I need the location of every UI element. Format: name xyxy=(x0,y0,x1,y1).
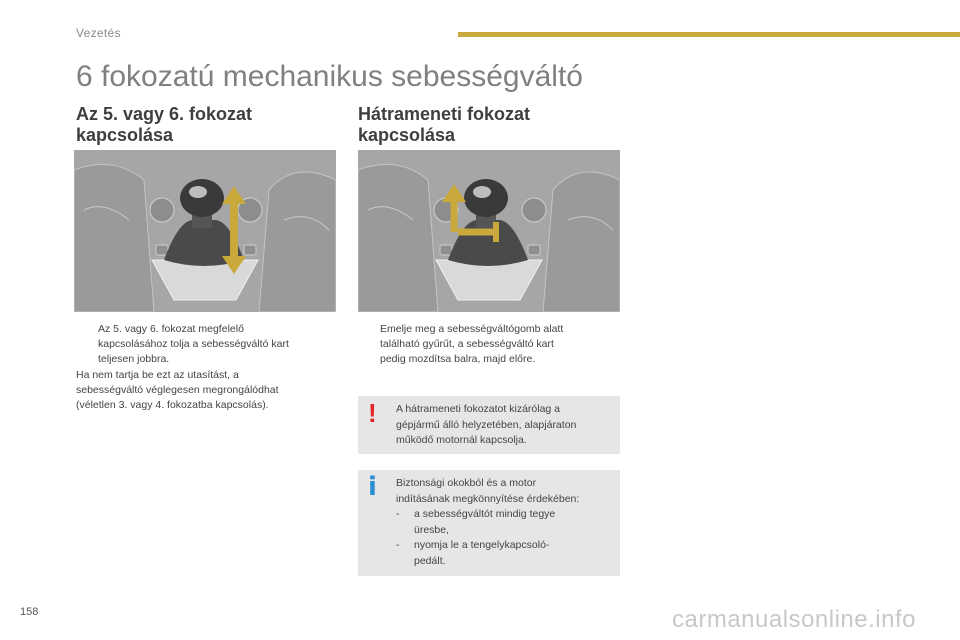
gear-shift-forward-image xyxy=(74,150,336,312)
right-bullet-line: található gyűrűt, a sebességváltó kart xyxy=(380,338,554,350)
warning-line: működő motornál kapcsolja. xyxy=(396,434,527,446)
left-bullet-line: Az 5. vagy 6. fokozat megfelelő xyxy=(98,323,244,335)
section-name: Vezetés xyxy=(76,26,121,40)
left-bullet xyxy=(76,322,338,367)
info-text xyxy=(396,476,616,569)
right-heading-line-1: Hátrameneti fokozat xyxy=(358,104,531,124)
info-list-item xyxy=(396,507,616,538)
right-heading xyxy=(358,104,530,146)
info-notice xyxy=(358,470,620,576)
dash-mark: - xyxy=(396,508,400,520)
warning-notice xyxy=(358,396,620,454)
left-heading-line-2: kapcsolása xyxy=(76,125,174,145)
info-i-icon: i xyxy=(368,472,377,502)
dash-mark: - xyxy=(396,539,400,551)
warning-text xyxy=(396,402,616,449)
right-bullet-line: pedig mozdítsa balra, majd előre. xyxy=(380,353,536,365)
header-accent-bar xyxy=(458,32,960,37)
info-item-line: pedált. xyxy=(414,554,446,567)
left-bullet-line: kapcsolásához tolja a sebességváltó kart xyxy=(98,338,289,350)
info-intro-line: Biztonsági okokból és a motor xyxy=(396,477,537,489)
warning-line: A hátrameneti fokozatot kizárólag a xyxy=(396,403,561,415)
warning-exclamation-icon: ! xyxy=(368,398,377,428)
left-bullet-line: teljesen jobbra. xyxy=(98,353,170,365)
gear-shift-forward-right-icon xyxy=(74,150,336,312)
info-item-line: nyomja le a tengelykapcsoló- xyxy=(414,539,550,551)
left-paragraph-line: Ha nem tartja be ezt az utasítást, a xyxy=(76,369,239,381)
gear-shift-reverse-image xyxy=(358,150,620,312)
info-item-line: üresbe, xyxy=(414,523,450,536)
info-list-item xyxy=(396,538,616,569)
info-item-line: a sebességváltót mindig tegye xyxy=(414,508,556,520)
right-bullet-line: Emelje meg a sebességváltógomb alatt xyxy=(380,323,564,335)
watermark: carmanualsonline.info xyxy=(672,606,916,633)
warning-line: gépjármű álló helyzetében, alapjáraton xyxy=(396,418,577,431)
left-paragraph-line: (véletlen 3. vagy 4. fokozatba kapcsolás). xyxy=(76,399,269,411)
left-heading xyxy=(76,104,252,146)
left-paragraph-line: sebességváltó véglegesen megrongálódhat xyxy=(76,384,279,396)
page-number: 158 xyxy=(20,606,39,618)
right-heading-line-2: kapcsolása xyxy=(358,125,456,145)
page-title: 6 fokozatú mechanikus sebességváltó xyxy=(76,60,583,93)
left-paragraph xyxy=(76,368,338,413)
gear-shift-reverse-icon xyxy=(358,150,620,312)
right-bullet-text xyxy=(358,322,620,367)
info-intro-line: indításának megkönnyítése érdekében: xyxy=(396,492,580,505)
left-heading-line-1: Az 5. vagy 6. fokozat xyxy=(76,104,253,124)
right-bullet xyxy=(358,322,620,367)
left-bullet-text xyxy=(76,322,338,367)
